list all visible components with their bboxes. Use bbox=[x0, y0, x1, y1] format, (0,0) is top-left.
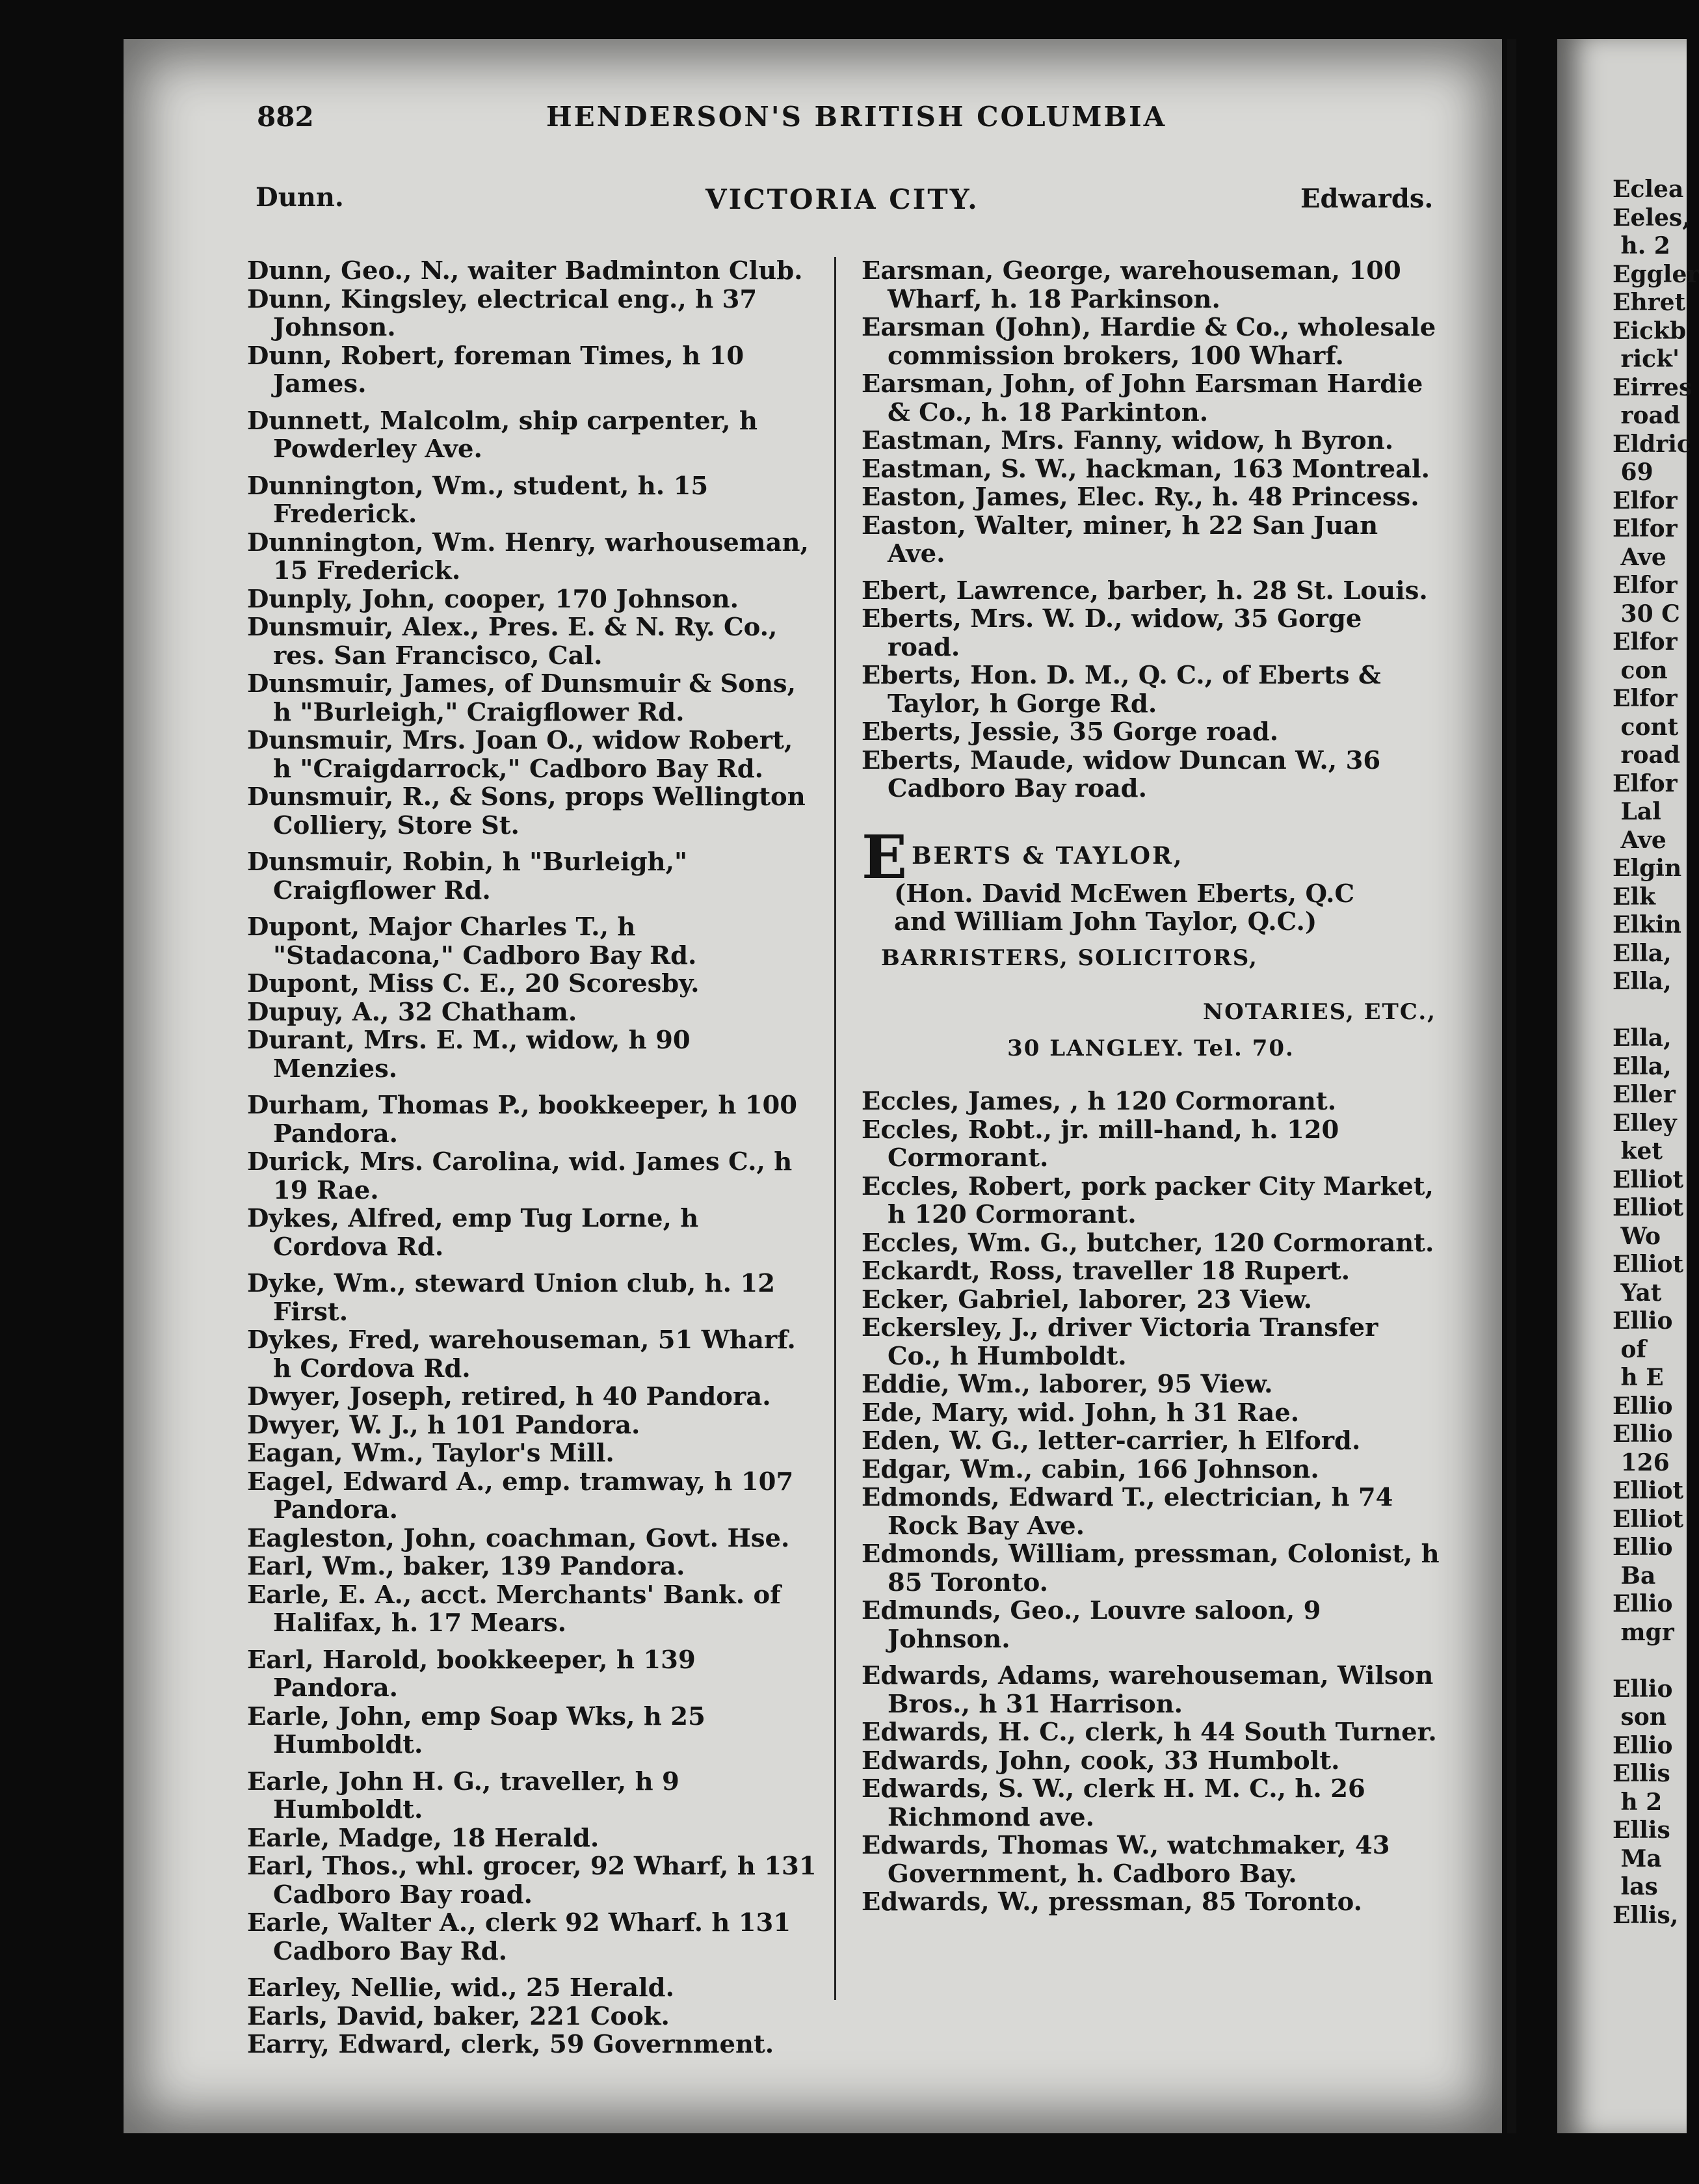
directory-entry: Eccles, Wm. G., butcher, 120 Cormorant. bbox=[862, 1228, 1434, 1258]
left-guide-word: Dunn. bbox=[256, 182, 344, 213]
advert-profession-2: NOTARIES, ETC., bbox=[1203, 999, 1436, 1025]
directory-entry: Easton, Walter, miner, h 22 San Juan Ave. bbox=[862, 511, 1378, 568]
directory-entry: Eberts, Mrs. W. D., widow, 35 Gorge road. bbox=[862, 604, 1362, 662]
directory-entry: Earsman (John), Hardie & Co., wholesale commission brokers, 100 Wharf. bbox=[862, 313, 1436, 371]
facing-page-text: Eclea Eeles, h. 2 Eggler Ehret Eickb rick' Eirres road Eldric 69 Elfor Elfor Ave Elfor 30 C Elfor con Elfor cont road Elfor Lal Ave Elgin Elk Elkin Ella, Ella, Ella, Ella, Eller Elley ket Elliot Elliot Wo Elliot Yat Ellio of h E Ellio Ellio 126 Elliot Elliot Ellio Ba Ellio mgr Ellio son Ellio Ellis h 2 Ellis Ma las Ellis, bbox=[1613, 176, 1699, 1929]
directory-entry: Edwards, John, cook, 33 Humbolt. bbox=[862, 1746, 1340, 1776]
directory-entry: Easton, James, Elec. Ry., h. 48 Princess. bbox=[862, 483, 1419, 512]
directory-entry: Eagleston, John, coachman, Govt. Hse. bbox=[247, 1523, 790, 1553]
directory-entry: Dunsmuir, Alex., Pres. E. & N. Ry. Co., res. San Francisco, Cal. bbox=[247, 613, 778, 671]
directory-entry: Earls, David, baker, 221 Cook. bbox=[247, 2001, 670, 2031]
directory-entry: Eckersley, J., driver Victoria Transfer Co., h Humboldt. bbox=[862, 1313, 1378, 1371]
directory-entry: Dupuy, A., 32 Chatham. bbox=[247, 997, 577, 1027]
left-column bbox=[247, 257, 819, 2059]
directory-entry: Eccles, Robt., jr. mill-hand, h. 120 Cormorant. bbox=[862, 1115, 1339, 1173]
directory-entry: Dunn, Robert, foreman Times, h 10 James. bbox=[247, 341, 744, 399]
advert-partners-line-1: (Hon. David McEwen Eberts, Q.C bbox=[894, 879, 1355, 909]
right-column bbox=[862, 257, 1440, 1917]
directory-entry: Durant, Mrs. E. M., widow, h 90 Menzies. bbox=[247, 1026, 691, 1084]
directory-entry: Durick, Mrs. Carolina, wid. James C., h 19 Rae. bbox=[247, 1147, 793, 1205]
directory-entry: Edwards, S. W., clerk H. M. C., h. 26 Richmond ave. bbox=[862, 1774, 1365, 1832]
right-column-bottom-entries bbox=[862, 1087, 1440, 1917]
directory-entry: Eberts, Jessie, 35 Gorge road. bbox=[862, 717, 1279, 747]
directory-entry: Eagel, Edward A., emp. tramway, h 107 Pandora. bbox=[247, 1467, 794, 1525]
directory-entry: Dunnington, Wm. Henry, warhouseman, 15 Frederick. bbox=[247, 527, 809, 585]
book-gutter bbox=[1507, 39, 1516, 2133]
directory-entry: Eccles, James, , h 120 Cormorant. bbox=[862, 1087, 1337, 1116]
directory-entry: Durham, Thomas P., bookkeeper, h 100 Pandora. bbox=[247, 1091, 798, 1149]
directory-entry: Earle, E. A., acct. Merchants' Bank. of Halifax, h. 17 Mears. bbox=[247, 1580, 781, 1638]
directory-entry: Earle, John H. G., traveller, h 9 Humboldt. bbox=[247, 1766, 679, 1824]
directory-entry: Eberts, Hon. D. M., Q. C., of Eberts & Taylor, h Gorge Rd. bbox=[862, 661, 1381, 719]
directory-entry: Eddie, Wm., laborer, 95 View. bbox=[862, 1370, 1273, 1399]
directory-entry: Dunnett, Malcolm, ship carpenter, h Powderley Ave. bbox=[247, 406, 757, 464]
running-title: HENDERSON'S BRITISH COLUMBIA bbox=[546, 101, 1167, 133]
directory-entry: Dupont, Major Charles T., h "Stadacona," Cadboro Bay Rd. bbox=[247, 912, 697, 970]
advert-profession: BARRISTERS, SOLICITORS, bbox=[881, 944, 1258, 971]
directory-entry: Eastman, Mrs. Fanny, widow, h Byron. bbox=[862, 426, 1394, 455]
directory-entry: Edwards, Thomas W., watchmaker, 43 Government, h. Cadboro Bay. bbox=[862, 1831, 1390, 1889]
directory-entry: Eccles, Robert, pork packer City Market, h 120 Cormorant. bbox=[862, 1171, 1434, 1229]
page-number: 882 bbox=[257, 101, 314, 133]
column-divider bbox=[834, 257, 836, 2000]
directory-entry: Dunsmuir, Robin, h "Burleigh," Craigflower Rd. bbox=[247, 847, 688, 905]
directory-entry: Earsman, George, warehouseman, 100 Wharf, h. 18 Parkinson. bbox=[862, 256, 1401, 314]
advert-address: 30 LANGLEY. Tel. 70. bbox=[1007, 1035, 1295, 1061]
section-heading: VICTORIA CITY. bbox=[705, 183, 979, 215]
right-column-top-entries bbox=[862, 257, 1440, 803]
directory-entry: Ede, Mary, wid. John, h 31 Rae. bbox=[862, 1398, 1300, 1428]
directory-entry: Dwyer, Joseph, retired, h 40 Pandora. bbox=[247, 1382, 771, 1411]
advert-drop-cap: E bbox=[862, 821, 910, 892]
directory-entry: Earle, John, emp Soap Wks, h 25 Humboldt. bbox=[247, 1701, 705, 1759]
directory-entry: Earl, Harold, bookkeeper, h 139 Pandora. bbox=[247, 1645, 696, 1703]
directory-entry: Eckardt, Ross, traveller 18 Rupert. bbox=[862, 1257, 1350, 1286]
right-guide-word: Edwards. bbox=[1300, 183, 1434, 214]
directory-entry: Dunsmuir, Mrs. Joan O., widow Robert, h "Craigdarrock," Cadboro Bay Rd. bbox=[247, 726, 793, 784]
directory-entry: Dykes, Fred, warehouseman, 51 Wharf. h Cordova Rd. bbox=[247, 1325, 796, 1383]
directory-entry: Edwards, H. C., clerk, h 44 South Turner. bbox=[862, 1718, 1437, 1747]
directory-entry: Ecker, Gabriel, laborer, 23 View. bbox=[862, 1285, 1313, 1314]
directory-entry: Dwyer, W. J., h 101 Pandora. bbox=[247, 1410, 640, 1440]
directory-entry: Dunsmuir, James, of Dunsmuir & Sons, h "Burleigh," Craigflower Rd. bbox=[247, 669, 797, 727]
directory-entry: Edmunds, Geo., Louvre saloon, 9 Johnson. bbox=[862, 1596, 1321, 1654]
directory-entry: Earl, Thos., whl. grocer, 92 Wharf, h 131 Cadboro Bay road. bbox=[247, 1852, 817, 1910]
directory-entry: Dunn, Kingsley, electrical eng., h 37 Johnson. bbox=[247, 284, 757, 342]
advert-partners-line-2: and William John Taylor, Q.C.) bbox=[894, 907, 1317, 937]
eberts-taylor-advert bbox=[862, 821, 1440, 1063]
directory-entry: Eagan, Wm., Taylor's Mill. bbox=[247, 1439, 614, 1468]
advert-firm-name bbox=[862, 821, 1440, 892]
directory-entry: Dunnington, Wm., student, h. 15 Frederick. bbox=[247, 471, 709, 529]
directory-entry: Ebert, Lawrence, barber, h. 28 St. Louis. bbox=[862, 576, 1428, 606]
directory-entry: Dykes, Alfred, emp Tug Lorne, h Cordova Rd. bbox=[247, 1204, 699, 1262]
directory-entry: Earley, Nellie, wid., 25 Herald. bbox=[247, 1973, 674, 2003]
directory-entry: Dupont, Miss C. E., 20 Scoresby. bbox=[247, 969, 700, 998]
directory-entry: Edmonds, William, pressman, Colonist, h 85 Toronto. bbox=[862, 1539, 1440, 1597]
facing-page-fragment bbox=[1557, 39, 1699, 2133]
directory-entry: Dyke, Wm., steward Union club, h. 12 First. bbox=[247, 1269, 775, 1327]
directory-entry: Earl, Wm., baker, 139 Pandora. bbox=[247, 1552, 685, 1581]
directory-entry: Eden, W. G., letter-carrier, h Elford. bbox=[862, 1426, 1361, 1456]
directory-entry: Dunsmuir, R., & Sons, props Wellington Colliery, Store St. bbox=[247, 782, 806, 840]
directory-entry: Edgar, Wm., cabin, 166 Johnson. bbox=[862, 1454, 1319, 1484]
directory-entry: Earsman, John, of John Earsman Hardie & Co., h. 18 Parkinton. bbox=[862, 369, 1423, 427]
directory-entry: Edwards, W., pressman, 85 Toronto. bbox=[862, 1887, 1363, 1917]
directory-entry: Dunply, John, cooper, 170 Johnson. bbox=[247, 584, 739, 614]
directory-entry: Earle, Walter A., clerk 92 Wharf. h 131 Cadboro Bay Rd. bbox=[247, 1908, 791, 1966]
directory-entry: Eberts, Maude, widow Duncan W., 36 Cadboro Bay road. bbox=[862, 745, 1381, 803]
advert-name-rest: BERTS & TAYLOR, bbox=[912, 842, 1184, 870]
directory-entry: Earle, Madge, 18 Herald. bbox=[247, 1823, 599, 1853]
directory-entry: Eastman, S. W., hackman, 163 Montreal. bbox=[862, 454, 1430, 484]
directory-entry: Edmonds, Edward T., electrician, h 74 Rock Bay Ave. bbox=[862, 1483, 1393, 1541]
directory-entry: Dunn, Geo., N., waiter Badminton Club. bbox=[247, 256, 803, 286]
directory-entry: Edwards, Adams, warehouseman, Wilson Bros., h 31 Harrison. bbox=[862, 1661, 1434, 1719]
directory-entry: Earry, Edward, clerk, 59 Government. bbox=[247, 2030, 774, 2059]
